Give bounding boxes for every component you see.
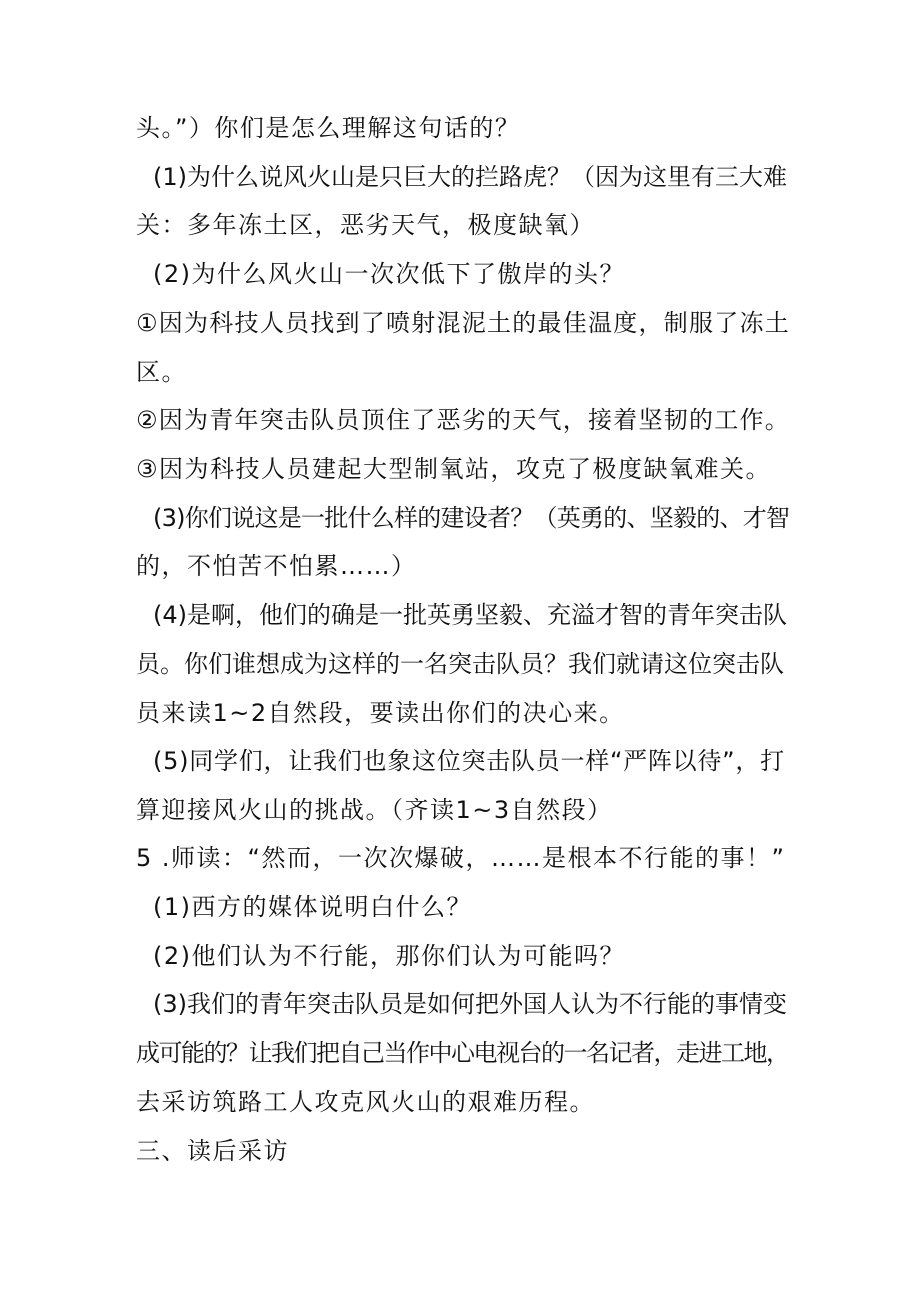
answer-item-2: ②因为青年突击队员顶住了恶劣的天气，接着坚韧的工作。 <box>136 406 791 434</box>
answer-item-3: ③因为科技人员建起大型制氧站，攻克了极度缺氧难关。 <box>136 455 772 483</box>
section-heading: 三、读后采访 <box>136 1137 289 1165</box>
text-line: 头。”）你们是怎么理解这句话的？ <box>136 114 521 142</box>
question-4: (4)是啊，他们的确是一批英勇坚毅、充溢才智的青年突击队 <box>153 601 787 629</box>
question-5: (5)同学们，让我们也象这位突击队员一样“严阵以待”，打 <box>153 747 785 775</box>
text-line: 关：多年冻土区，恶劣天气，极度缺氧） <box>136 211 595 239</box>
text-line: 成可能的？让我们把自己当作中心电视台的一名记者，走进工地， <box>136 1039 789 1067</box>
text-line: 区。 <box>136 358 187 386</box>
text-line: 员来读1~2自然段，要读出你们的决心来。 <box>136 699 625 727</box>
section-5-question-2: (2)他们认为不行能，那你们认为可能吗？ <box>153 942 625 970</box>
section-5-question-3: (3)我们的青年突击队员是如何把外国人认为不行能的事情变 <box>153 990 787 1018</box>
question-3: (3)你们说这是一批什么样的建设者？（英勇的、坚毅的、才智 <box>153 504 790 532</box>
question-1: (1)为什么说风火山是只巨大的拦路虎？（因为这里有三大难 <box>153 163 787 191</box>
text-line: 的，不怕苦不怕累……） <box>136 552 417 580</box>
section-5-question-1: (1)西方的媒体说明白什么？ <box>153 893 472 921</box>
text-line: 去采访筑路工人攻克风火山的艰难历程。 <box>136 1088 595 1116</box>
section-5-heading: 5 .师读：“然而，一次次爆破，……是根本不行能的事！” <box>136 844 786 872</box>
text-line: 算迎接风火山的挑战。（齐读1~3自然段） <box>136 796 613 824</box>
question-2: (2)为什么风火山一次次低下了傲岸的头？ <box>153 260 625 288</box>
text-line: 员。你们谁想成为这样的一名突击队员？我们就请这位突击队 <box>136 650 784 678</box>
answer-item-1: ①因为科技人员找到了喷射混泥土的最佳温度，制服了冻土 <box>136 309 791 337</box>
